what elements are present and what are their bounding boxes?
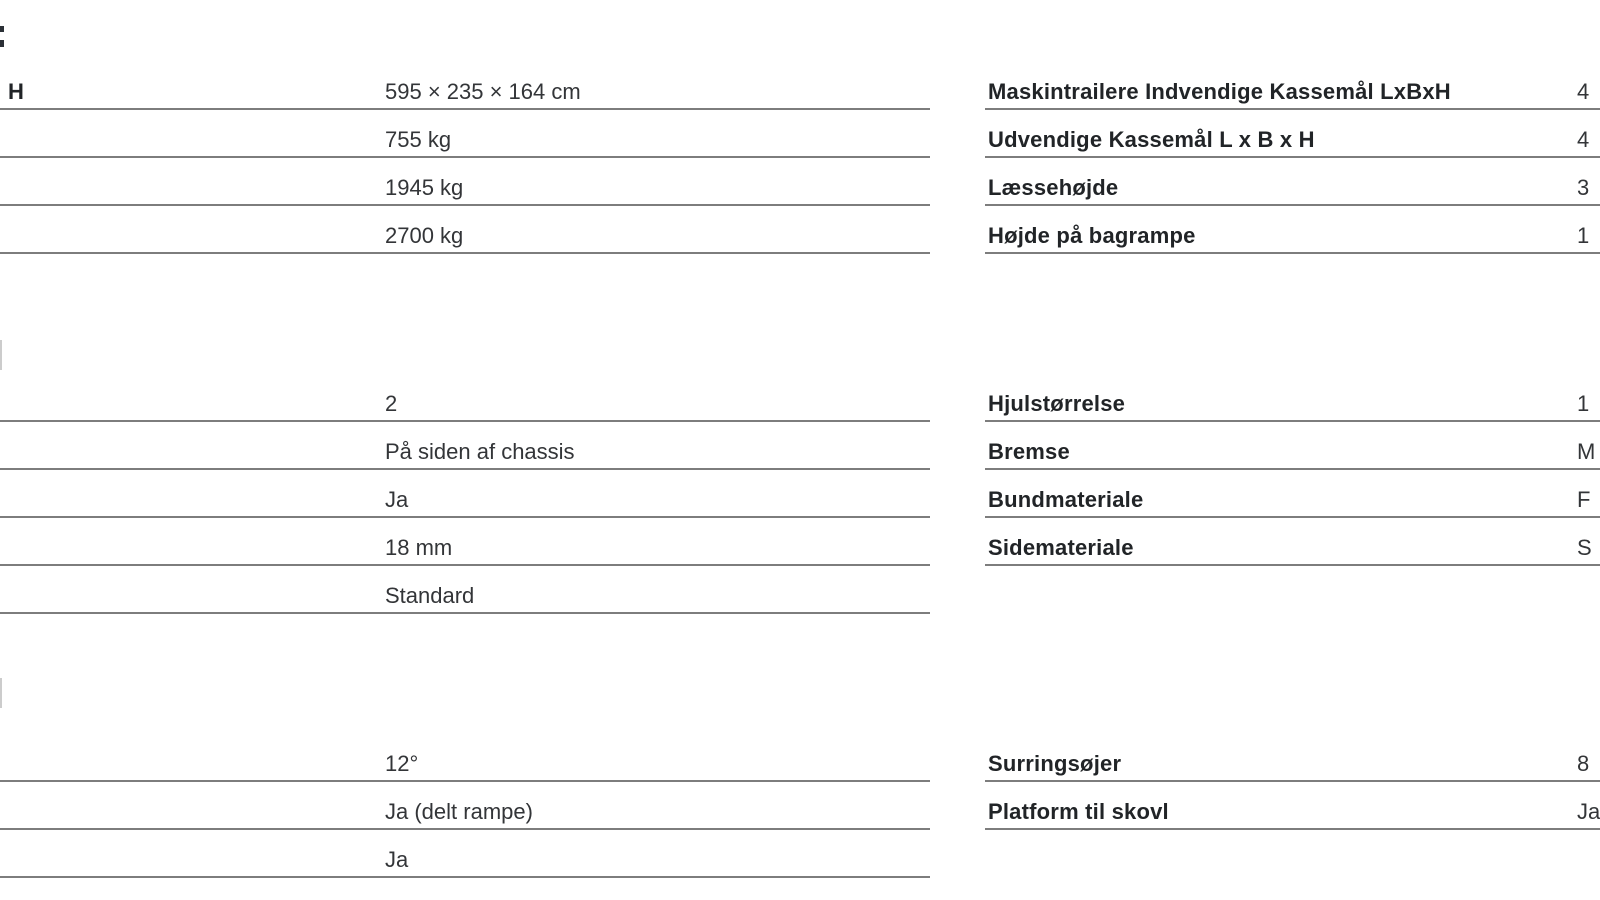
spec-row	[985, 62, 1600, 110]
spec-value: 2	[385, 391, 398, 416]
spec-row	[0, 206, 930, 254]
spec-value-fragment: 1	[1577, 223, 1590, 248]
spec-row	[0, 158, 930, 206]
spec-value: På siden af chassis	[385, 439, 575, 464]
spec-row	[985, 110, 1600, 158]
cut-heading-fragment	[0, 26, 4, 32]
spec-row	[985, 470, 1600, 518]
spec-row	[0, 518, 930, 566]
spec-value: Standard	[385, 583, 475, 608]
spec-row	[985, 374, 1600, 422]
spec-value-fragment: 4	[1577, 79, 1590, 104]
spec-group-ramp	[0, 734, 930, 878]
spec-group-kassemaal	[985, 62, 1600, 254]
spec-value: Ja (delt rampe)	[385, 799, 533, 824]
spec-group-hjul	[985, 374, 1600, 566]
spec-row	[0, 566, 930, 614]
spec-value-fragment: M	[1577, 439, 1596, 464]
spec-value-fragment: F	[1577, 487, 1591, 512]
spec-label: Sidemateriale	[988, 535, 1134, 560]
spec-group-dimensions	[0, 62, 930, 254]
cut-section-heading-fragment	[0, 678, 2, 708]
spec-row	[0, 62, 930, 110]
spec-row	[985, 206, 1600, 254]
cut-heading-fragment	[0, 40, 4, 47]
spec-value: Ja	[385, 847, 409, 872]
spec-row	[985, 734, 1600, 782]
spec-label: Bremse	[988, 439, 1070, 464]
spec-row	[985, 782, 1600, 830]
spec-label: Udvendige Kassemål L x B x H	[988, 127, 1315, 152]
spec-group-udstyr	[985, 734, 1600, 830]
spec-label: Bundmateriale	[988, 487, 1144, 512]
spec-row	[0, 782, 930, 830]
spec-row	[0, 422, 930, 470]
spec-label: Læssehøjde	[988, 175, 1119, 200]
spec-group-chassis	[0, 374, 930, 614]
spec-label: Maskintrailere Indvendige Kassemål LxBxH	[988, 79, 1451, 104]
spec-row	[985, 518, 1600, 566]
spec-label: Hjulstørrelse	[988, 391, 1126, 416]
spec-value-fragment: 3	[1577, 175, 1590, 200]
spec-value-fragment: 8	[1577, 751, 1590, 776]
spec-label-fragment: H	[8, 79, 25, 104]
spec-row	[0, 470, 930, 518]
spec-row	[0, 734, 930, 782]
spec-value-fragment: 1	[1577, 391, 1590, 416]
spec-value-fragment: 4	[1577, 127, 1590, 152]
spec-value-fragment: S	[1577, 535, 1592, 560]
spec-row	[0, 110, 930, 158]
spec-label: Højde på bagrampe	[988, 223, 1196, 248]
spec-value-fragment: Ja	[1577, 799, 1600, 824]
cut-section-heading-fragment	[0, 340, 2, 370]
spec-value: 2700 kg	[385, 223, 464, 248]
spec-value: 755 kg	[385, 127, 452, 152]
spec-row	[0, 374, 930, 422]
spec-row	[985, 422, 1600, 470]
spec-row	[985, 158, 1600, 206]
spec-row	[0, 830, 930, 878]
spec-label: Surringsøjer	[988, 751, 1122, 776]
spec-value: 12°	[385, 751, 419, 776]
spec-value: Ja	[385, 487, 409, 512]
spec-label: Platform til skovl	[988, 799, 1169, 824]
spec-value: 595 × 235 × 164 cm	[385, 79, 581, 104]
spec-value: 1945 kg	[385, 175, 464, 200]
spec-value: 18 mm	[385, 535, 453, 560]
